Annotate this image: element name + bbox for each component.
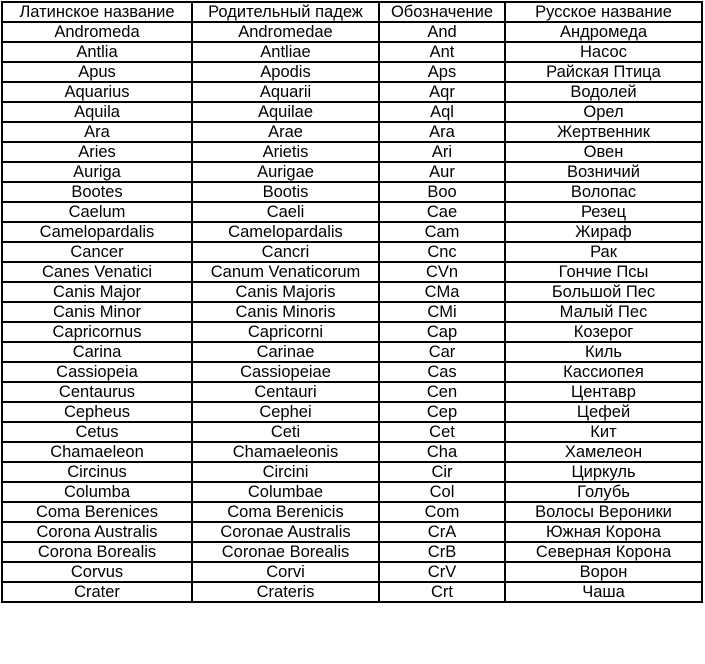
latin-name-cell: Camelopardalis [2, 222, 192, 242]
abbreviation-cell: Ara [379, 122, 505, 142]
abbreviation-cell: CMi [379, 302, 505, 322]
russian-name-cell: Киль [505, 342, 702, 362]
abbreviation-cell: Cet [379, 422, 505, 442]
genitive-cell: Apodis [192, 62, 379, 82]
latin-name-cell: Caelum [2, 202, 192, 222]
table-row [2, 322, 702, 342]
table-row [2, 122, 702, 142]
abbreviation-cell: Cen [379, 382, 505, 402]
table-row [2, 302, 702, 322]
genitive-cell: Arietis [192, 142, 379, 162]
abbreviation-cell: CMa [379, 282, 505, 302]
genitive-cell: Carinae [192, 342, 379, 362]
latin-name-cell: Coma Berenices [2, 502, 192, 522]
header-genitive: Родительный падеж [192, 2, 379, 22]
table-row [2, 22, 702, 42]
abbreviation-cell: CVn [379, 262, 505, 282]
table-row [2, 42, 702, 62]
abbreviation-cell: Cae [379, 202, 505, 222]
latin-name-cell: Cassiopeia [2, 362, 192, 382]
russian-name-cell: Овен [505, 142, 702, 162]
genitive-cell: Crateris [192, 582, 379, 602]
latin-name-cell: Corvus [2, 562, 192, 582]
genitive-cell: Aurigae [192, 162, 379, 182]
abbreviation-cell: Crt [379, 582, 505, 602]
table-row [2, 382, 702, 402]
latin-name-cell: Canis Minor [2, 302, 192, 322]
genitive-cell: Coma Berenicis [192, 502, 379, 522]
latin-name-cell: Crater [2, 582, 192, 602]
latin-name-cell: Centaurus [2, 382, 192, 402]
abbreviation-cell: Cep [379, 402, 505, 422]
abbreviation-cell: Col [379, 482, 505, 502]
russian-name-cell: Жертвенник [505, 122, 702, 142]
table-row [2, 502, 702, 522]
abbreviation-cell: Cnc [379, 242, 505, 262]
genitive-cell: Antliae [192, 42, 379, 62]
genitive-cell: Aquarii [192, 82, 379, 102]
abbreviation-cell: CrA [379, 522, 505, 542]
genitive-cell: Canis Majoris [192, 282, 379, 302]
table-row [2, 542, 702, 562]
latin-name-cell: Antlia [2, 42, 192, 62]
latin-name-cell: Aries [2, 142, 192, 162]
russian-name-cell: Рак [505, 242, 702, 262]
russian-name-cell: Южная Корона [505, 522, 702, 542]
table-row [2, 462, 702, 482]
abbreviation-cell: Cir [379, 462, 505, 482]
russian-name-cell: Малый Пес [505, 302, 702, 322]
genitive-cell: Columbae [192, 482, 379, 502]
abbreviation-cell: Car [379, 342, 505, 362]
russian-name-cell: Голубь [505, 482, 702, 502]
latin-name-cell: Canes Venatici [2, 262, 192, 282]
abbreviation-cell: Cam [379, 222, 505, 242]
abbreviation-cell: Aqr [379, 82, 505, 102]
russian-name-cell: Чаша [505, 582, 702, 602]
table-row [2, 362, 702, 382]
latin-name-cell: Ara [2, 122, 192, 142]
table-row [2, 62, 702, 82]
constellation-table [1, 1, 703, 603]
genitive-cell: Centauri [192, 382, 379, 402]
latin-name-cell: Bootes [2, 182, 192, 202]
latin-name-cell: Carina [2, 342, 192, 362]
genitive-cell: Cassiopeiae [192, 362, 379, 382]
latin-name-cell: Cetus [2, 422, 192, 442]
abbreviation-cell: Aql [379, 102, 505, 122]
russian-name-cell: Большой Пес [505, 282, 702, 302]
latin-name-cell: Canis Major [2, 282, 192, 302]
genitive-cell: Aquilae [192, 102, 379, 122]
genitive-cell: Arae [192, 122, 379, 142]
header-row [2, 2, 702, 22]
genitive-cell: Cancri [192, 242, 379, 262]
russian-name-cell: Райская Птица [505, 62, 702, 82]
russian-name-cell: Центавр [505, 382, 702, 402]
table-row [2, 82, 702, 102]
latin-name-cell: Columba [2, 482, 192, 502]
header-abbreviation: Обозначение [379, 2, 505, 22]
table-row [2, 182, 702, 202]
latin-name-cell: Cepheus [2, 402, 192, 422]
table-row [2, 162, 702, 182]
abbreviation-cell: Com [379, 502, 505, 522]
russian-name-cell: Водолей [505, 82, 702, 102]
russian-name-cell: Возничий [505, 162, 702, 182]
russian-name-cell: Циркуль [505, 462, 702, 482]
russian-name-cell: Орел [505, 102, 702, 122]
genitive-cell: Canis Minoris [192, 302, 379, 322]
russian-name-cell: Резец [505, 202, 702, 222]
genitive-cell: Coronae Borealis [192, 542, 379, 562]
table-row [2, 262, 702, 282]
latin-name-cell: Cancer [2, 242, 192, 262]
table-row [2, 562, 702, 582]
table-row [2, 102, 702, 122]
abbreviation-cell: Ari [379, 142, 505, 162]
header-latin-name: Латинское название [2, 2, 192, 22]
table-row [2, 282, 702, 302]
header-russian-name: Русское название [505, 2, 702, 22]
genitive-cell: Bootis [192, 182, 379, 202]
table-row [2, 442, 702, 462]
latin-name-cell: Aquarius [2, 82, 192, 102]
table-row [2, 142, 702, 162]
table-row [2, 222, 702, 242]
abbreviation-cell: Cha [379, 442, 505, 462]
abbreviation-cell: CrV [379, 562, 505, 582]
abbreviation-cell: Cas [379, 362, 505, 382]
latin-name-cell: Circinus [2, 462, 192, 482]
latin-name-cell: Capricornus [2, 322, 192, 342]
genitive-cell: Caeli [192, 202, 379, 222]
russian-name-cell: Волопас [505, 182, 702, 202]
genitive-cell: Coronae Australis [192, 522, 379, 542]
table-row [2, 582, 702, 602]
genitive-cell: Ceti [192, 422, 379, 442]
russian-name-cell: Северная Корона [505, 542, 702, 562]
table-row [2, 242, 702, 262]
latin-name-cell: Auriga [2, 162, 192, 182]
russian-name-cell: Хамелеон [505, 442, 702, 462]
abbreviation-cell: CrB [379, 542, 505, 562]
genitive-cell: Andromedae [192, 22, 379, 42]
abbreviation-cell: Boo [379, 182, 505, 202]
russian-name-cell: Козерог [505, 322, 702, 342]
russian-name-cell: Кит [505, 422, 702, 442]
abbreviation-cell: Ant [379, 42, 505, 62]
genitive-cell: Cephei [192, 402, 379, 422]
table-row [2, 402, 702, 422]
russian-name-cell: Жираф [505, 222, 702, 242]
table-row [2, 482, 702, 502]
abbreviation-cell: And [379, 22, 505, 42]
table-row [2, 422, 702, 442]
abbreviation-cell: Cap [379, 322, 505, 342]
genitive-cell: Camelopardalis [192, 222, 379, 242]
genitive-cell: Corvi [192, 562, 379, 582]
russian-name-cell: Цефей [505, 402, 702, 422]
russian-name-cell: Кассиопея [505, 362, 702, 382]
latin-name-cell: Andromeda [2, 22, 192, 42]
russian-name-cell: Андромеда [505, 22, 702, 42]
russian-name-cell: Волосы Вероники [505, 502, 702, 522]
table-body [2, 22, 702, 602]
abbreviation-cell: Aur [379, 162, 505, 182]
table-row [2, 522, 702, 542]
genitive-cell: Canum Venaticorum [192, 262, 379, 282]
russian-name-cell: Гончие Псы [505, 262, 702, 282]
table-row [2, 202, 702, 222]
genitive-cell: Circini [192, 462, 379, 482]
latin-name-cell: Corona Australis [2, 522, 192, 542]
abbreviation-cell: Aps [379, 62, 505, 82]
latin-name-cell: Corona Borealis [2, 542, 192, 562]
russian-name-cell: Ворон [505, 562, 702, 582]
russian-name-cell: Насос [505, 42, 702, 62]
latin-name-cell: Aquila [2, 102, 192, 122]
genitive-cell: Capricorni [192, 322, 379, 342]
latin-name-cell: Chamaeleon [2, 442, 192, 462]
table-row [2, 342, 702, 362]
genitive-cell: Chamaeleonis [192, 442, 379, 462]
latin-name-cell: Apus [2, 62, 192, 82]
